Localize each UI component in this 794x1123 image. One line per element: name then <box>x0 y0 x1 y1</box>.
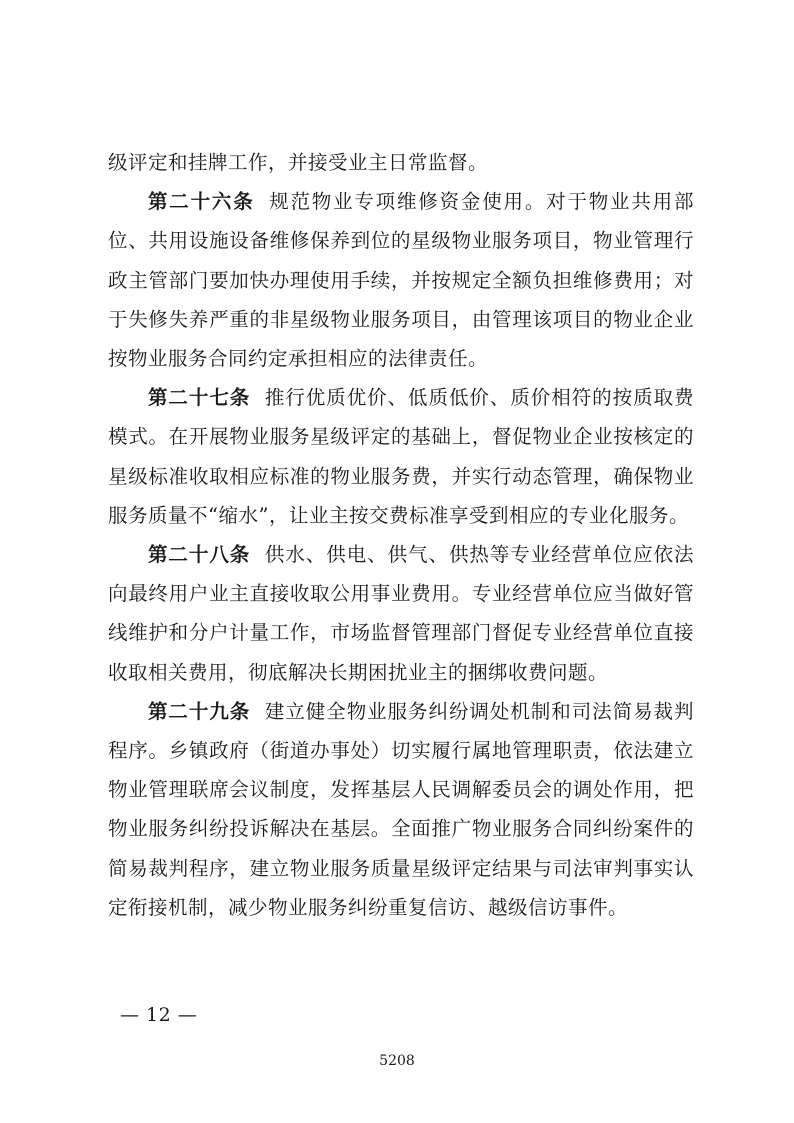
paragraph-text: 建立健全物业服务纠纷调处机制和司法简易裁判程序。乡镇政府（街道办事处）切实履行属地管理职责，依法建立物业管理联席会议制度，发挥基层人民调解委员会的调处作用，把物业服务纠纷投诉解决在基层。全面推广物业服务合同纠纷案件的简易裁判程序，建立物业服务质量星级评定结果与司法审判事实认定衔接机制，减少物业服务纠纷重复信访、越级信访事件。 <box>108 699 694 919</box>
article-heading: 第二十九条 <box>147 699 251 723</box>
paragraph-continuation <box>108 143 694 182</box>
article-29-paragraph <box>108 692 694 927</box>
footer-code: 5208 <box>379 1053 415 1069</box>
paragraph-text: 推行优质优价、低质低价、质价相符的按质取费模式。在开展物业服务星级评定的基础上，督促物业企业按核定的星级标准收取相应标准的物业服务费，并实行动态管理，确保物业服务质量不“缩水”，让业主按交费标准享受到相应的专业化服务。 <box>108 386 694 527</box>
article-26-paragraph <box>108 182 694 378</box>
article-heading: 第二十七条 <box>147 386 251 410</box>
paragraph-text: 级评定和挂牌工作，并接受业主日常监督。 <box>108 151 489 174</box>
article-heading: 第二十六条 <box>147 190 255 214</box>
article-27-paragraph <box>108 378 694 535</box>
paragraph-text: 规范物业专项维修资金使用。对于物业共用部位、共用设施设备维修保养到位的星级物业服务项目，物业管理行政主管部门要加快办理使用手续，并按规定全额负担维修费用；对于失修失养严重的非星级物业服务项目，由管理该项目的物业企业按物业服务合同约定承担相应的法律责任。 <box>108 190 694 371</box>
article-28-paragraph <box>108 535 694 692</box>
page-number: — 12 — <box>120 1004 198 1026</box>
article-heading: 第二十八条 <box>147 543 251 567</box>
document-body <box>108 143 694 927</box>
paragraph-text: 供水、供电、供气、供热等专业经营单位应依法向最终用户业主直接收取公用事业费用。专业经营单位应当做好管线维护和分户计量工作，市场监督管理部门督促专业经营单位直接收取相关费用，彻底解决长期困扰业主的捆绑收费问题。 <box>108 543 694 684</box>
